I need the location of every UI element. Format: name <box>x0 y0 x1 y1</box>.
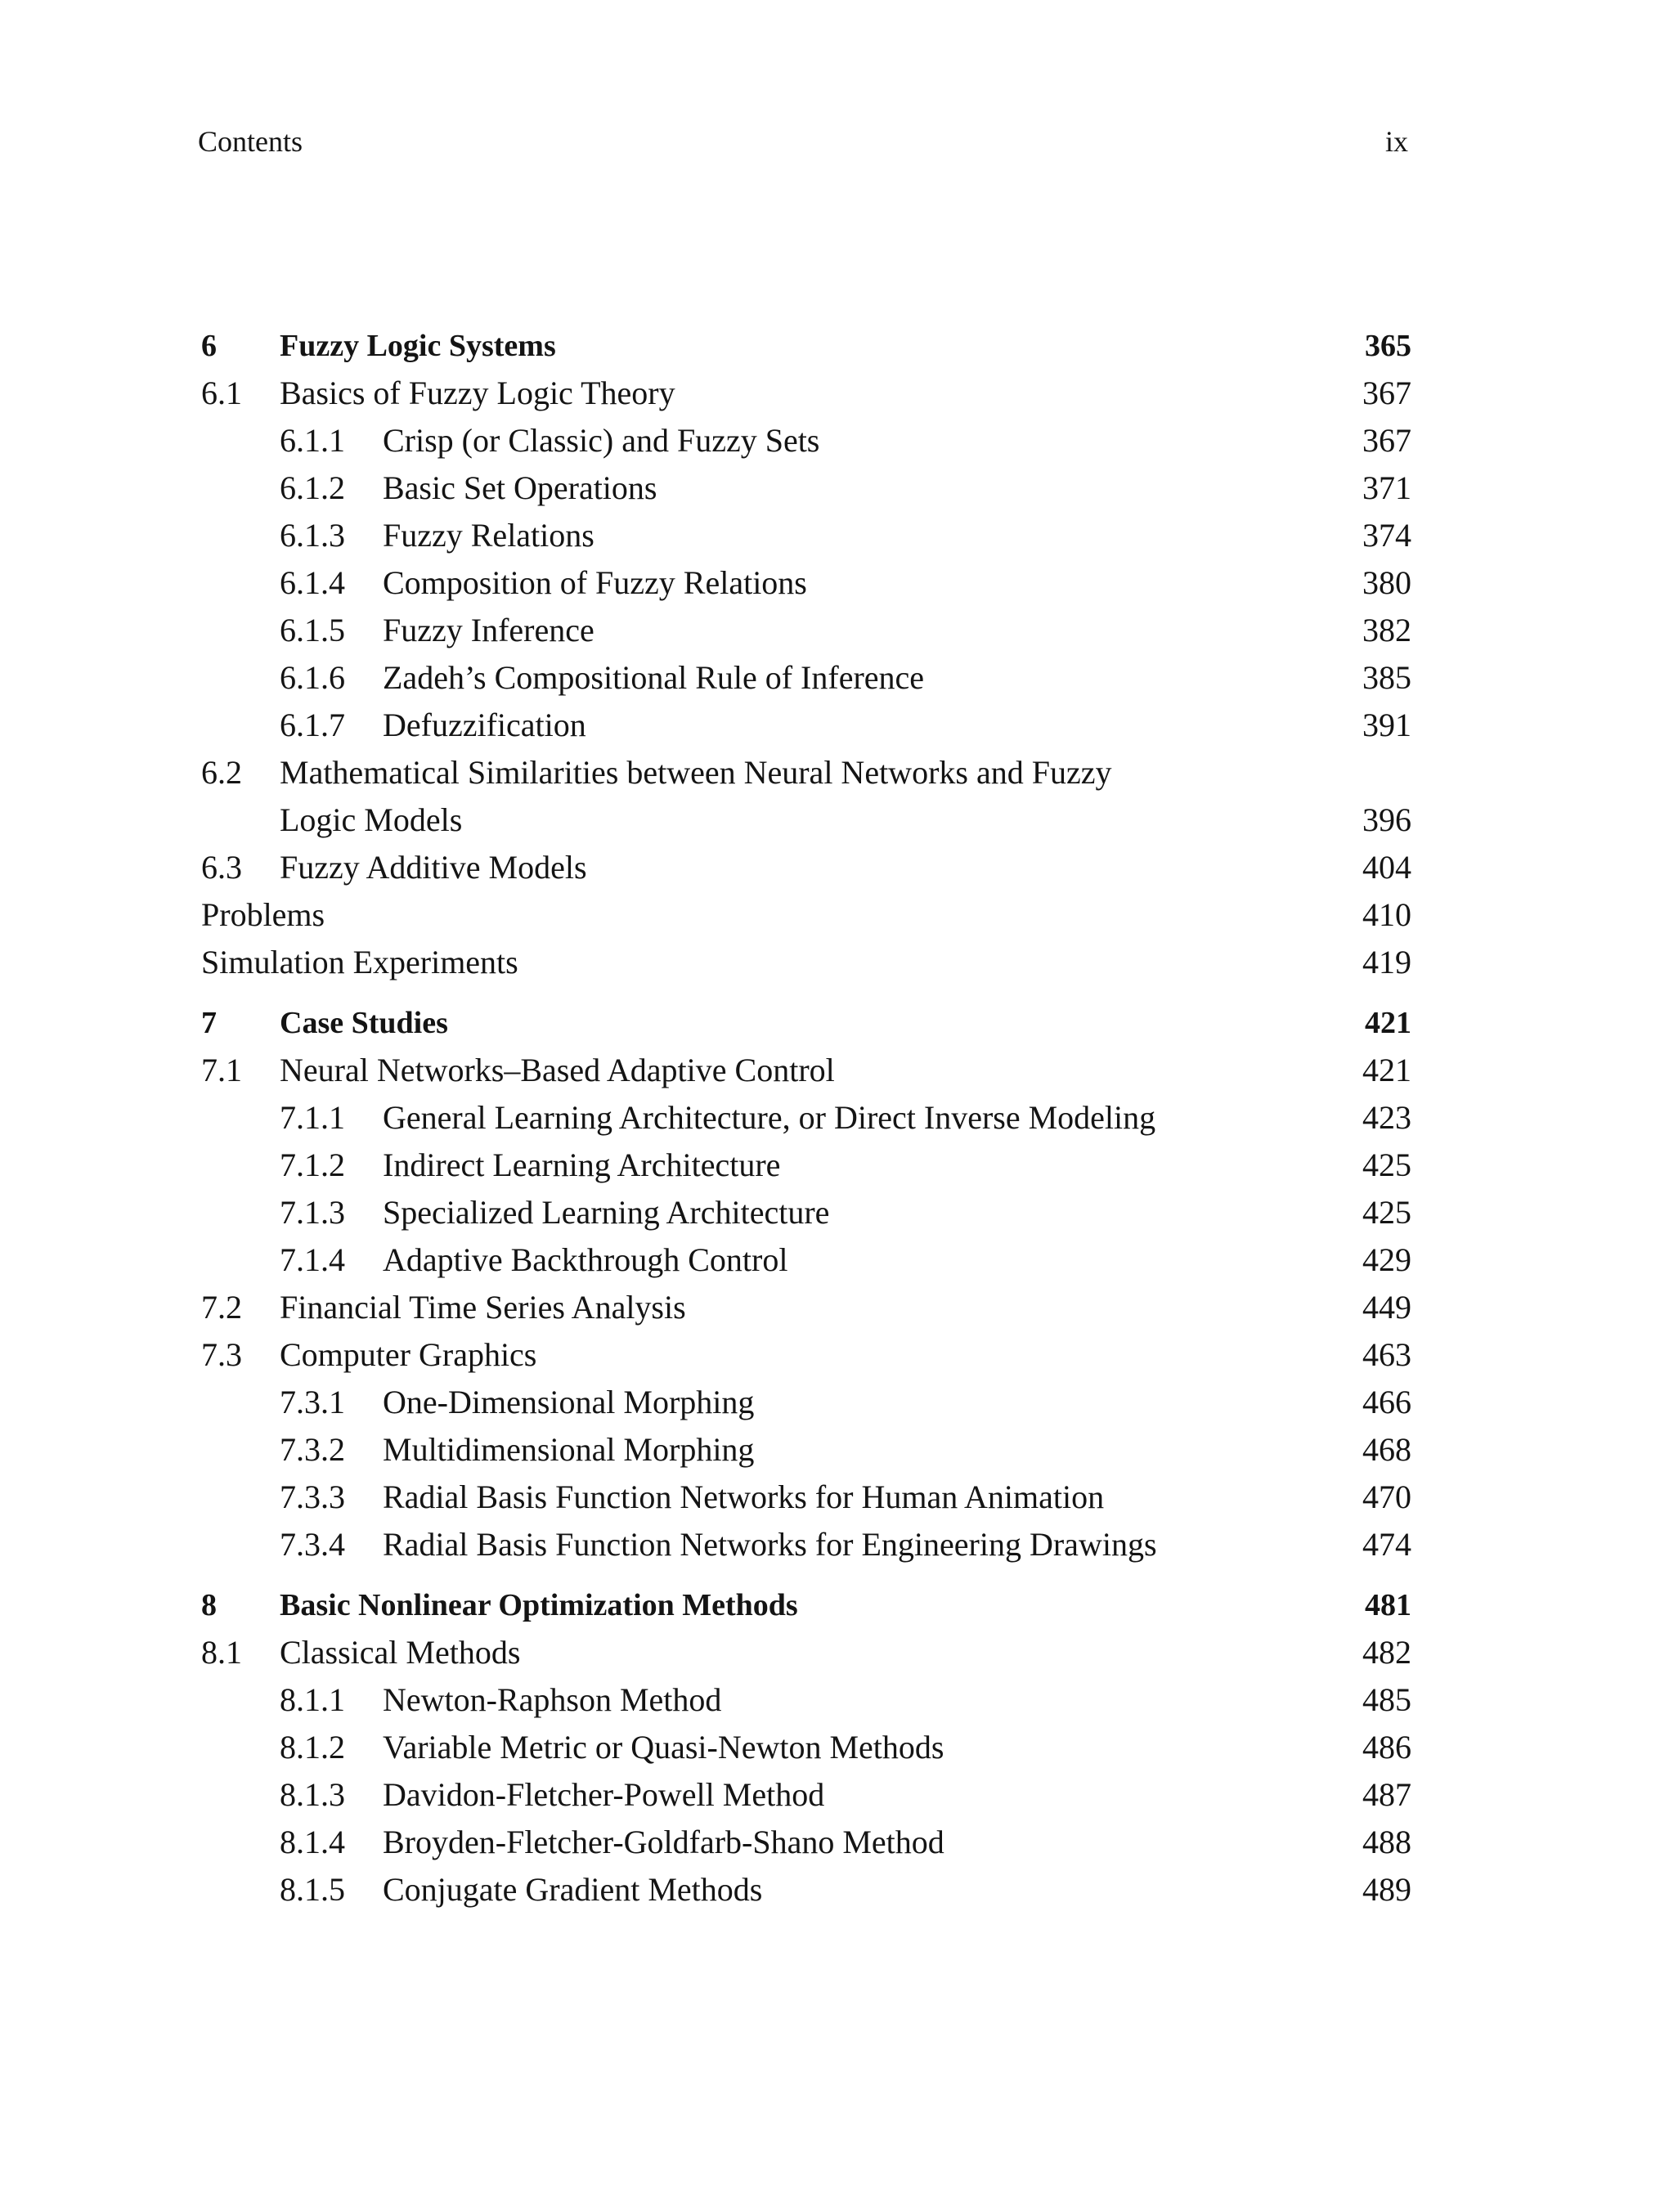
toc-entry <box>201 654 1411 702</box>
toc-entry-title: Crisp (or Classic) and Fuzzy Sets <box>383 422 820 459</box>
toc-entry <box>201 796 1411 844</box>
toc-entry <box>201 417 1411 464</box>
toc-entry <box>201 1236 1411 1284</box>
toc-entry-title: Composition of Fuzzy Relations <box>383 564 807 601</box>
toc-entry-page: 474 <box>1362 1526 1411 1563</box>
toc-entry-title: Radial Basis Function Networks for Engineering Drawings <box>383 1526 1157 1563</box>
toc-entry-number: 8.1.5 <box>280 1871 345 1908</box>
toc-entry-page: 365 <box>1365 329 1411 363</box>
toc-entry <box>201 1866 1411 1914</box>
toc-entry-number: 6.1.7 <box>280 707 345 743</box>
toc-entry-number: 6.1.5 <box>280 612 345 648</box>
toc-entry <box>201 559 1411 607</box>
page-number: ix <box>1384 125 1408 158</box>
toc-entry <box>201 939 1411 986</box>
toc-entry-title: Broyden-Fletcher-Goldfarb-Shano Method <box>383 1824 944 1860</box>
toc-entry-page: 466 <box>1362 1384 1411 1420</box>
toc-entry-title: Fuzzy Inference <box>383 612 594 648</box>
toc-entry-page: 382 <box>1362 612 1411 648</box>
toc-entry <box>201 1819 1411 1866</box>
toc-entry-number: 6.1.3 <box>280 517 345 554</box>
toc-entry-number: 7.3.1 <box>280 1384 345 1420</box>
toc-entry-number: 8.1 <box>201 1634 242 1671</box>
toc-entry-page: 404 <box>1362 849 1411 886</box>
toc-entry-title: Simulation Experiments <box>201 944 518 980</box>
toc-entry-title: Basics of Fuzzy Logic Theory <box>280 375 675 411</box>
toc-entry-number: 8.1.4 <box>280 1824 345 1860</box>
toc-entry-page: 396 <box>1362 801 1411 838</box>
toc-entry <box>201 1629 1411 1676</box>
toc-entry-page: 449 <box>1362 1289 1411 1326</box>
toc-entry-number: 8.1.3 <box>280 1776 345 1813</box>
toc-entry <box>201 1094 1411 1142</box>
toc-entry-page: 488 <box>1362 1824 1411 1860</box>
toc-entry-number: 7.1.1 <box>280 1099 345 1136</box>
toc-entry <box>201 1331 1411 1379</box>
toc-entry-number: 7.3.4 <box>280 1526 345 1563</box>
toc-entry-page: 371 <box>1362 469 1411 506</box>
toc-entry-number: 6.1.2 <box>280 469 345 506</box>
toc-entry-page: 468 <box>1362 1431 1411 1468</box>
toc-entry-title: Variable Metric or Quasi-Newton Methods <box>383 1729 944 1766</box>
toc-entry <box>201 512 1411 559</box>
toc-entry-page: 421 <box>1365 1006 1411 1040</box>
toc-entry-title: Indirect Learning Architecture <box>383 1146 781 1183</box>
toc-entry <box>201 1724 1411 1771</box>
running-header <box>198 124 1408 165</box>
toc-entry-page: 489 <box>1362 1871 1411 1908</box>
toc-entry-page: 367 <box>1362 375 1411 411</box>
toc-entry-number: 6.3 <box>201 849 242 886</box>
toc-entry-title: Conjugate Gradient Methods <box>383 1871 763 1908</box>
toc-entry-number: 6.1.1 <box>280 422 345 459</box>
toc-entry-title: Case Studies <box>280 1006 448 1040</box>
toc-entry <box>201 1189 1411 1236</box>
toc-entry-page: 463 <box>1362 1336 1411 1373</box>
toc-entry-number: 6.2 <box>201 754 242 791</box>
toc-entry <box>201 891 1411 939</box>
toc-entry-title: Multidimensional Morphing <box>383 1431 755 1468</box>
toc-entry-title: Financial Time Series Analysis <box>280 1289 686 1326</box>
toc-entry-number: 6.1 <box>201 375 242 411</box>
toc-entry-page: 482 <box>1362 1634 1411 1671</box>
toc-entry <box>201 1582 1411 1629</box>
toc-entry <box>201 844 1411 891</box>
toc-entry-title: Basic Nonlinear Optimization Methods <box>280 1588 798 1622</box>
toc-entry <box>201 464 1411 512</box>
toc-entry-page: 481 <box>1365 1588 1411 1622</box>
toc-entry-page: 419 <box>1362 944 1411 980</box>
toc-entry-page: 470 <box>1362 1478 1411 1515</box>
toc-entry-number: 7 <box>201 1006 217 1040</box>
toc-entry <box>201 322 1411 370</box>
table-of-contents <box>201 322 1411 1914</box>
toc-entry-page: 374 <box>1362 517 1411 554</box>
toc-entry <box>201 999 1411 1047</box>
toc-entry <box>201 1047 1411 1094</box>
toc-entry-number: 6 <box>201 329 217 363</box>
toc-entry-number: 8.1.2 <box>280 1729 345 1766</box>
toc-entry-title: Radial Basis Function Networks for Human Animation <box>383 1478 1105 1515</box>
toc-entry-title: Specialized Learning Architecture <box>383 1194 830 1231</box>
toc-entry-number: 7.1 <box>201 1052 242 1088</box>
toc-entry-number: 6.1.4 <box>280 564 345 601</box>
toc-entry-title: Basic Set Operations <box>383 469 657 506</box>
toc-entry <box>201 1142 1411 1189</box>
toc-entry-page: 410 <box>1362 896 1411 933</box>
toc-entry <box>201 370 1411 417</box>
toc-entry-page: 429 <box>1362 1241 1411 1278</box>
toc-entry-title: Logic Models <box>280 801 463 838</box>
toc-entry <box>201 1521 1411 1568</box>
toc-entry-title: Computer Graphics <box>280 1336 537 1373</box>
toc-entry-title: Fuzzy Additive Models <box>280 849 587 886</box>
toc-entry-page: 486 <box>1362 1729 1411 1766</box>
toc-entry-title: Problems <box>201 896 325 933</box>
toc-entry-title: One-Dimensional Morphing <box>383 1384 755 1420</box>
toc-entry-title: Newton-Raphson Method <box>383 1681 722 1718</box>
toc-entry-title: Neural Networks–Based Adaptive Control <box>280 1052 835 1088</box>
toc-entry-page: 385 <box>1362 659 1411 696</box>
toc-entry <box>201 1426 1411 1474</box>
toc-entry <box>201 1474 1411 1521</box>
toc-entry-page: 380 <box>1362 564 1411 601</box>
toc-entry <box>201 749 1411 796</box>
toc-entry-number: 6.1.6 <box>280 659 345 696</box>
toc-entry-page: 425 <box>1362 1146 1411 1183</box>
toc-entry-page: 367 <box>1362 422 1411 459</box>
toc-entry <box>201 1676 1411 1724</box>
toc-entry <box>201 1771 1411 1819</box>
toc-entry-title: General Learning Architecture, or Direct Inverse Modeling <box>383 1099 1156 1136</box>
toc-entry-title: Davidon-Fletcher-Powell Method <box>383 1776 825 1813</box>
toc-entry-page: 487 <box>1362 1776 1411 1813</box>
toc-entry-title: Zadeh’s Compositional Rule of Inference <box>383 659 925 696</box>
toc-entry-title: Classical Methods <box>280 1634 521 1671</box>
toc-entry-number: 7.3.3 <box>280 1478 345 1515</box>
toc-entry-title: Adaptive Backthrough Control <box>383 1241 788 1278</box>
toc-entry <box>201 702 1411 749</box>
toc-entry <box>201 1379 1411 1426</box>
toc-entry-number: 7.1.3 <box>280 1194 345 1231</box>
toc-entry-number: 7.2 <box>201 1289 242 1326</box>
running-title: Contents <box>198 125 303 158</box>
toc-entry-number: 8.1.1 <box>280 1681 345 1718</box>
toc-entry-title: Mathematical Similarities between Neural Networks and Fuzzy <box>280 754 1112 791</box>
toc-entry-page: 421 <box>1362 1052 1411 1088</box>
toc-entry-page: 423 <box>1362 1099 1411 1136</box>
toc-entry-title: Fuzzy Relations <box>383 517 594 554</box>
toc-entry-page: 425 <box>1362 1194 1411 1231</box>
toc-entry <box>201 1284 1411 1331</box>
toc-entry-number: 8 <box>201 1588 217 1622</box>
toc-entry-page: 391 <box>1362 707 1411 743</box>
toc-entry-number: 7.3 <box>201 1336 242 1373</box>
toc-entry-title: Defuzzification <box>383 707 586 743</box>
toc-entry-number: 7.3.2 <box>280 1431 345 1468</box>
toc-entry-title: Fuzzy Logic Systems <box>280 329 556 363</box>
toc-entry <box>201 607 1411 654</box>
toc-entry-page: 485 <box>1362 1681 1411 1718</box>
toc-entry-number: 7.1.4 <box>280 1241 345 1278</box>
toc-entry-number: 7.1.2 <box>280 1146 345 1183</box>
